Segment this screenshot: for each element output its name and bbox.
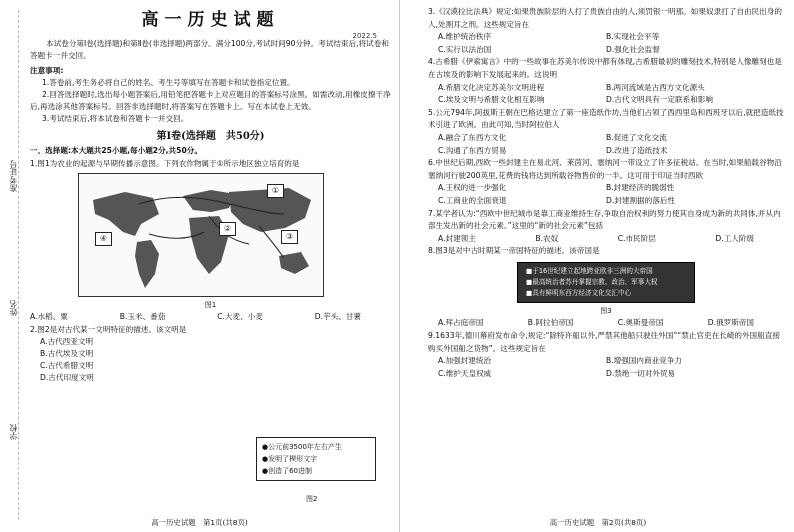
q2-option-d[interactable]: D.古代印度文明 — [40, 373, 94, 382]
binding-line — [18, 10, 19, 520]
q1-option-a[interactable]: A.水稻、粟 — [30, 312, 68, 321]
question-6-text: 6.中世纪后期,西欧一些封建主在易北河、莱茵河、塞纳河一带设立了许多征税站。在当时,如果船载谷物沿塞纳河行驶200英里,花费的钱将达到所载谷物售价的一半。这可用于印证当时西欧 — [428, 158, 782, 180]
q2-option-b[interactable]: B.古代埃及文明 — [40, 349, 94, 358]
q1-option-d[interactable]: D.芋头、甘薯 — [314, 312, 361, 321]
question-8-text: 8.图3是对中古时期某一帝国特征的描述。该帝国是 — [428, 246, 600, 256]
figure-2-item-2: ●发明了楔形文字 — [262, 455, 318, 463]
q8-option-c[interactable]: C.奥斯曼帝国 — [617, 318, 664, 328]
q3-option-b[interactable]: B.实现社会平等 — [606, 32, 660, 42]
q3-option-c[interactable]: C.实行以法治国 — [438, 44, 492, 54]
note-1: 1.答卷前,考生务必将自己的姓名、考生号等填写在答题卡和试卷指定位置。 — [42, 78, 295, 87]
q1-option-c[interactable]: C.大麦、小麦 — [217, 312, 263, 321]
section-heading: 一、选择题:本大题共25小题,每小题2分,共50分。 — [30, 146, 202, 155]
map-label-1: ① — [267, 184, 284, 198]
figure-3-item-3: ■具有鲜明东西方经济文化交汇中心 — [526, 288, 632, 297]
q6-option-b[interactable]: B.封建经济的脆弱性 — [606, 183, 675, 193]
q7-option-b[interactable]: B.农奴 — [535, 233, 559, 243]
question-9-options — [428, 355, 784, 380]
q7-option-a[interactable]: A.封建领主 — [438, 233, 476, 243]
q6-option-a[interactable]: A.王权的进一步强化 — [438, 183, 507, 193]
q1-option-b[interactable]: B.玉米、番茄 — [119, 312, 166, 321]
q5-option-a[interactable]: A.融合了东西方文化 — [438, 132, 507, 142]
question-5-options — [428, 132, 784, 157]
exam-title: 高一历史试题 — [141, 10, 280, 30]
figure-1-caption: 图1 — [204, 301, 217, 309]
q6-option-d[interactable]: D.封建割据的落后性 — [606, 195, 676, 205]
map-label-4: ④ — [95, 232, 112, 246]
map-label-2: ② — [219, 222, 236, 236]
label-exam-number: 准考证号 — [9, 160, 18, 192]
figure-3-item-1: ■于16世纪建立起地跨亚欧非三洲的大帝国 — [526, 266, 653, 275]
question-7-text: 7.某学者认为:“西欧中世纪城市是靠工商业维持生存,争取自治权利的努力使其自身成为新的共同体,并从内部生发出新的社会元素。”这里的“新的社会元素”包括 — [428, 208, 781, 231]
question-7-options — [428, 233, 784, 246]
q3-option-d[interactable]: D.强化社会监督 — [606, 44, 660, 54]
figure-2-caption: 图2 — [306, 495, 318, 503]
q3-option-a[interactable]: A.维护统治秩序 — [438, 32, 492, 42]
q9-option-b[interactable]: B.增强国内商业竞争力 — [606, 356, 682, 366]
exam-intro: 本试卷分第Ⅰ卷(选择题)和第Ⅱ卷(非选择题)两部分。满分100分,考试时间90分钟。考试结束后,将试卷和答题卡一并交回。 — [30, 39, 389, 60]
page-1-footer: 高一历史试题 第1页(共8页) — [151, 518, 248, 527]
figure-2-item-3: ●创造了60进制 — [262, 467, 313, 475]
q8-option-b[interactable]: B.阿拉伯帝国 — [527, 318, 574, 328]
q4-option-a[interactable]: A.希腊文化决定苏美尔文明进程 — [438, 82, 545, 92]
question-3-options — [428, 31, 784, 56]
question-1-options — [30, 311, 391, 323]
q4-option-d[interactable]: D.古代文明具有一定联系和影响 — [606, 95, 713, 105]
page-2-footer: 高一历史试题 第2页(共8页) — [549, 518, 647, 527]
question-2-text: 2.图2是对古代某一文明特征的描述。该文明是 — [30, 325, 187, 334]
q8-option-a[interactable]: A.拜占庭帝国 — [438, 318, 484, 328]
q7-option-d[interactable]: D.工人阶级 — [715, 233, 754, 243]
q5-option-b[interactable]: B.促进了文化交流 — [606, 132, 667, 142]
question-1-text: 1.图1为农业的起源与早期传播示意图。下列农作物属于①所示地区独立培育的是 — [30, 159, 300, 168]
q4-option-b[interactable]: B.两河流域是古西方文化源头 — [606, 82, 705, 92]
question-4-text: 4.古希腊《伊索寓言》中的一些故事在苏美尔传说中都有体现,古希腊最初的雕刻技术,特别是人像雕刻也是在古埃及的影响下发展起来的。这说明 — [428, 57, 782, 79]
q2-option-a[interactable]: A.古代西亚文明 — [40, 337, 94, 346]
question-5-text: 5.公元794年,阿拔斯王朝在巴格达建立了第一座造纸作坊,当他们占领了西西里岛和西班牙以后,就把造纸技术引进了欧洲。由此可知,当时阿拉伯人 — [428, 107, 784, 130]
q9-option-c[interactable]: C.维护天皇权威 — [438, 368, 492, 378]
label-name: 姓名 — [9, 300, 18, 316]
exam-date: 2022.5 — [352, 32, 377, 40]
q5-option-c[interactable]: C.沟通了东西方贸易 — [438, 145, 507, 155]
q7-option-c[interactable]: C.市民阶层 — [617, 233, 656, 243]
exam-page-2 — [402, 0, 794, 532]
question-6-options — [428, 182, 784, 207]
label-school: 学校 — [9, 424, 18, 440]
figure-3-item-2: ■最高统治者苏丹掌握宗教、政治、军事大权 — [526, 277, 658, 286]
q9-option-d[interactable]: D.禁绝一切对外贸易 — [606, 368, 676, 378]
agriculture-map-figure — [78, 173, 324, 297]
question-4-options — [428, 82, 784, 107]
figure-2-box — [256, 437, 376, 481]
question-9-text: 9.1633年,德川幕府发布命令,规定:“除特许船以外,严禁其他船只驶往外国”“禁止官吏在长崎的外国船直接购买外国船之货物”。这些规定旨在 — [428, 331, 780, 353]
note-2: 2.回答选择题时,选出每小题答案后,用铅笔把答题卡上对应题目的答案标号涂黑。如需改动,用橡皮擦干净后,再选涂其他答案标号。回答非选择题时,将答案写在答题卡上。写在本试卷上无效。 — [30, 90, 391, 111]
figure-3-caption: 图3 — [600, 306, 612, 315]
question-3-text: 3.《汉谟拉比法典》规定:如果贵族阶层的人打了贵族自由的人,须罚银一明那。如果奴隶打了自由民出身的人,处割耳之刑。这些规定旨在 — [428, 7, 782, 29]
figure-2-item-1: ●公元前3500年左右产生 — [262, 443, 342, 451]
q8-option-d[interactable]: D.俄罗斯帝国 — [707, 318, 754, 328]
question-8-options — [428, 317, 784, 330]
figure-3-box — [517, 262, 695, 303]
q4-option-c[interactable]: C.埃及文明与希腊文化相互影响 — [438, 95, 545, 105]
part-1-title: 第Ⅰ卷(选择题 共50分) — [156, 131, 265, 142]
map-label-3: ③ — [281, 230, 298, 244]
q6-option-c[interactable]: C.工商业的全面衰退 — [438, 195, 507, 205]
note-3: 3.考试结束后,将本试卷和答题卡一并交回。 — [42, 114, 189, 123]
q9-option-a[interactable]: A.加强封建统治 — [438, 356, 492, 366]
q2-option-c[interactable]: C.古代希腊文明 — [40, 361, 94, 370]
q5-option-d[interactable]: D.改进了造纸技术 — [606, 145, 668, 155]
notes-heading: 注意事项: — [30, 66, 64, 75]
